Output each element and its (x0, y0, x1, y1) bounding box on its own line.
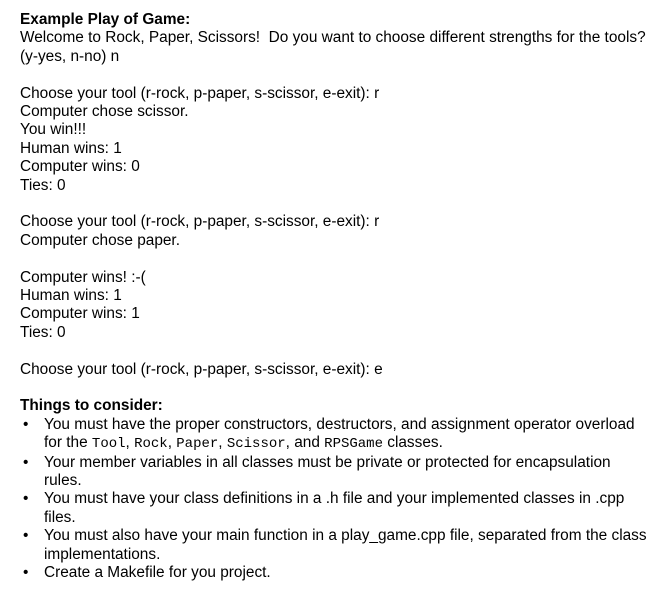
document-page (20, 11, 650, 583)
human-wins-1: Human wins: 1 (20, 139, 122, 157)
list-item (20, 490, 650, 527)
blank-line (20, 250, 650, 268)
bullet-icon: • (23, 453, 29, 471)
item-text: You must have your class definitions in a .h file and your implemented classes in .cpp files. (44, 490, 625, 526)
item-text: You must have the proper constructors, destructors, and assignment operator overload for the (44, 415, 635, 452)
code-scissor: Scissor (226, 436, 286, 453)
code-tool: Tool (91, 436, 126, 453)
computer-wins-2: Computer wins: 1 (20, 305, 140, 323)
consider-heading: Things to consider: (20, 397, 163, 415)
consider-list (20, 416, 650, 583)
ties-2: Ties: 0 (20, 323, 66, 341)
code-rock: Rock (134, 436, 168, 453)
separator: , (167, 434, 177, 452)
blank-line (20, 195, 650, 213)
example-heading: Example Play of Game: (20, 11, 191, 28)
bullet-icon: • (23, 527, 29, 545)
result-line-2: Computer wins! :-( (20, 268, 146, 286)
blank-line (20, 342, 650, 360)
ties-1: Ties: 0 (20, 176, 66, 194)
separator: , (125, 434, 135, 452)
computer-wins-1: Computer wins: 0 (20, 158, 140, 176)
bullet-icon: • (23, 490, 29, 508)
computer-choice-1: Computer chose scissor. (20, 103, 189, 121)
code-paper: Paper (176, 436, 219, 453)
bullet-icon: • (23, 564, 29, 582)
prompt-line-1: Choose your tool (r-rock, p-paper, s-scissor, e-exit): r (20, 84, 380, 102)
list-item (20, 527, 650, 564)
item-text: You must also have your main function in a play_game.cpp file, separated from the class implementations. (44, 527, 647, 563)
item-text: Your member variables in all classes must be private or protected for encapsulation rules. (44, 453, 611, 490)
item-text: Create a Makefile for you project. (44, 564, 271, 582)
list-item (20, 454, 650, 491)
result-line-1: You win!!! (20, 121, 87, 139)
list-item (20, 564, 650, 582)
list-item (20, 416, 650, 454)
bullet-icon: • (23, 415, 29, 433)
welcome-line: Welcome to Rock, Paper, Scissors! Do you want to choose different strengths for the tools? (y-yes, n-no) n (20, 29, 650, 65)
code-rpsgame: RPSGame (324, 436, 383, 453)
prompt-line-2: Choose your tool (r-rock, p-paper, s-scissor, e-exit): r (20, 213, 380, 231)
blank-line (20, 379, 650, 397)
item-text: classes. (382, 434, 443, 452)
separator: , and (285, 434, 325, 452)
prompt-line-3: Choose your tool (r-rock, p-paper, s-scissor, e-exit): e (20, 360, 383, 378)
human-wins-2: Human wins: 1 (20, 287, 122, 305)
separator: , (218, 434, 227, 452)
blank-line (20, 66, 650, 84)
computer-choice-2: Computer chose paper. (20, 231, 180, 249)
